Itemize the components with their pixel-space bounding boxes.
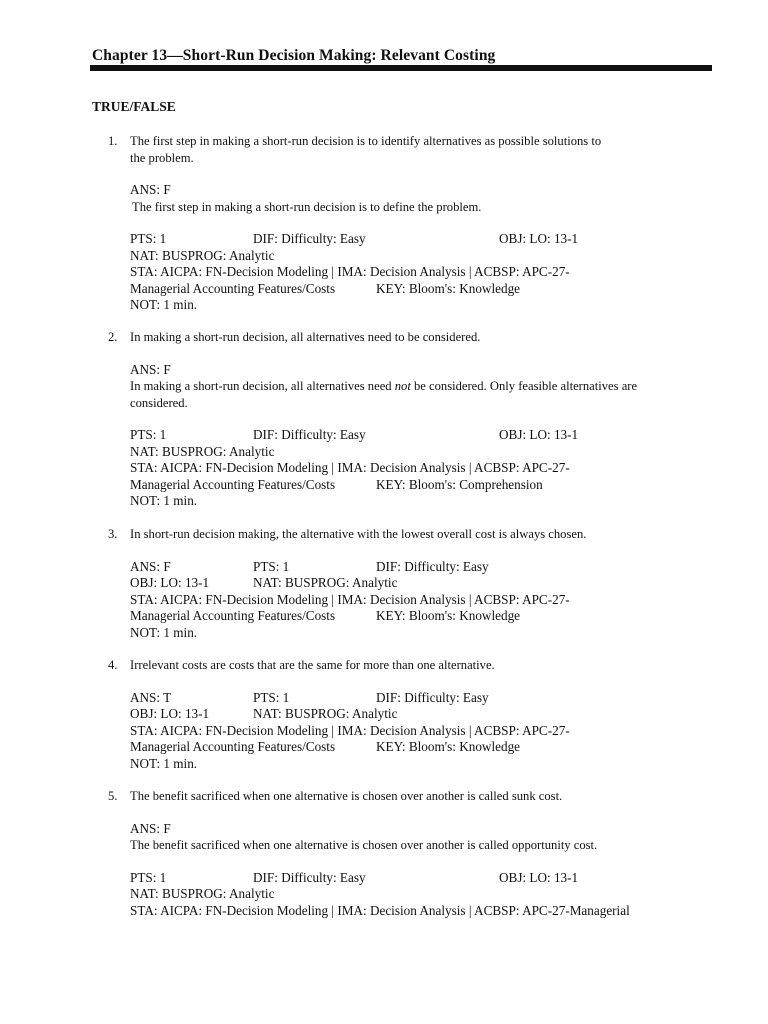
question-5	[108, 788, 708, 919]
question-meta	[130, 427, 708, 510]
standards-line: STA: AICPA: FN-Decision Modeling | IMA: Decision Analysis | ACBSP: APC-27-	[130, 591, 570, 607]
question-number: 5.	[108, 789, 118, 803]
objective: OBJ: LO: 13-1	[499, 427, 579, 442]
question-4	[108, 657, 708, 772]
objective: OBJ: LO: 13-1	[130, 575, 210, 590]
question-meta	[130, 559, 708, 642]
answer-explanation: The benefit sacrificed when one alternative is chosen over another is called opportunity cost.	[130, 838, 598, 852]
keyword: KEY: Bloom's: Knowledge	[376, 608, 521, 623]
question-number: 2.	[108, 330, 118, 344]
question-text: In making a short-run decision, all alternatives need to be considered.	[130, 330, 481, 344]
national-standard: NAT: BUSPROG: Analytic	[253, 706, 398, 721]
standards-line-cont: Managerial Accounting Features/Costs	[130, 608, 336, 623]
question-3	[108, 526, 708, 641]
standards-line: STA: AICPA: FN-Decision Modeling | IMA: Decision Analysis | ACBSP: APC-27-Managerial	[130, 902, 630, 918]
national-standard: NAT: BUSPROG: Analytic	[253, 575, 398, 590]
section-heading: TRUE/FALSE	[92, 99, 176, 114]
question-text: In short-run decision making, the alternative with the lowest overall cost is always chosen.	[130, 527, 587, 541]
standards-line-cont: Managerial Accounting Features/Costs	[130, 280, 336, 296]
explanation-text: be considered. Only feasible alternatives are	[410, 379, 638, 393]
title-rule	[90, 65, 712, 71]
question-text: Irrelevant costs are costs that are the same for more than one alternative.	[130, 658, 495, 672]
points: PTS: 1	[130, 231, 167, 246]
answer: ANS: F	[130, 182, 171, 197]
national-standard: NAT: BUSPROG: Analytic	[130, 886, 275, 901]
answer: ANS: F	[130, 820, 171, 836]
question-number: 4.	[108, 658, 118, 672]
question-text-line: The first step in making a short-run decision is to identify alternatives as possible solutions to	[130, 134, 602, 148]
question-1	[108, 133, 708, 314]
time-note: NOT: 1 min.	[130, 297, 198, 312]
explanation-text: In making a short-run decision, all alternatives need	[130, 379, 395, 393]
difficulty: DIF: Difficulty: Easy	[253, 427, 366, 442]
question-text: The benefit sacrificed when one alternative is chosen over another is called sunk cost.	[130, 789, 563, 803]
answer: ANS: F	[130, 361, 171, 377]
objective: OBJ: LO: 13-1	[499, 869, 579, 885]
answer: ANS: T	[130, 689, 172, 705]
difficulty: DIF: Difficulty: Easy	[376, 558, 489, 574]
explanation-text-line: considered.	[130, 395, 188, 410]
question-meta	[130, 231, 708, 314]
difficulty: DIF: Difficulty: Easy	[253, 231, 366, 246]
standards-line: STA: AICPA: FN-Decision Modeling | IMA: Decision Analysis | ACBSP: APC-27-	[130, 722, 570, 738]
question-meta	[130, 690, 708, 773]
standards-line: STA: AICPA: FN-Decision Modeling | IMA: Decision Analysis | ACBSP: APC-27-	[130, 460, 570, 475]
points: PTS: 1	[253, 689, 290, 705]
time-note: NOT: 1 min.	[130, 493, 198, 508]
objective: OBJ: LO: 13-1	[130, 706, 210, 721]
explanation-emphasis: not	[394, 379, 411, 393]
answer-explanation	[130, 378, 708, 411]
standards-line-cont: Managerial Accounting Features/Costs	[130, 476, 336, 492]
question-number: 3.	[108, 527, 118, 541]
answer-explanation: The first step in making a short-run decision is to define the problem.	[132, 199, 482, 214]
keyword: KEY: Bloom's: Knowledge	[376, 280, 521, 296]
keyword: KEY: Bloom's: Comprehension	[376, 476, 543, 492]
points: PTS: 1	[130, 427, 167, 442]
question-meta	[130, 870, 708, 920]
national-standard: NAT: BUSPROG: Analytic	[130, 247, 275, 263]
question-2	[108, 329, 708, 510]
keyword: KEY: Bloom's: Knowledge	[376, 739, 521, 754]
objective: OBJ: LO: 13-1	[499, 231, 579, 246]
question-text	[130, 133, 708, 166]
question-text-line: the problem.	[130, 150, 194, 165]
difficulty: DIF: Difficulty: Easy	[253, 869, 366, 885]
difficulty: DIF: Difficulty: Easy	[376, 689, 489, 705]
national-standard: NAT: BUSPROG: Analytic	[130, 443, 275, 459]
answer: ANS: F	[130, 558, 171, 574]
standards-line: STA: AICPA: FN-Decision Modeling | IMA: Decision Analysis | ACBSP: APC-27-	[130, 264, 570, 279]
points: PTS: 1	[130, 869, 167, 885]
points: PTS: 1	[253, 558, 290, 574]
question-number: 1.	[108, 134, 118, 148]
standards-line-cont: Managerial Accounting Features/Costs	[130, 739, 336, 754]
time-note: NOT: 1 min.	[130, 755, 198, 771]
time-note: NOT: 1 min.	[130, 624, 198, 640]
chapter-title: Chapter 13—Short-Run Decision Making: Relevant Costing	[92, 47, 496, 64]
